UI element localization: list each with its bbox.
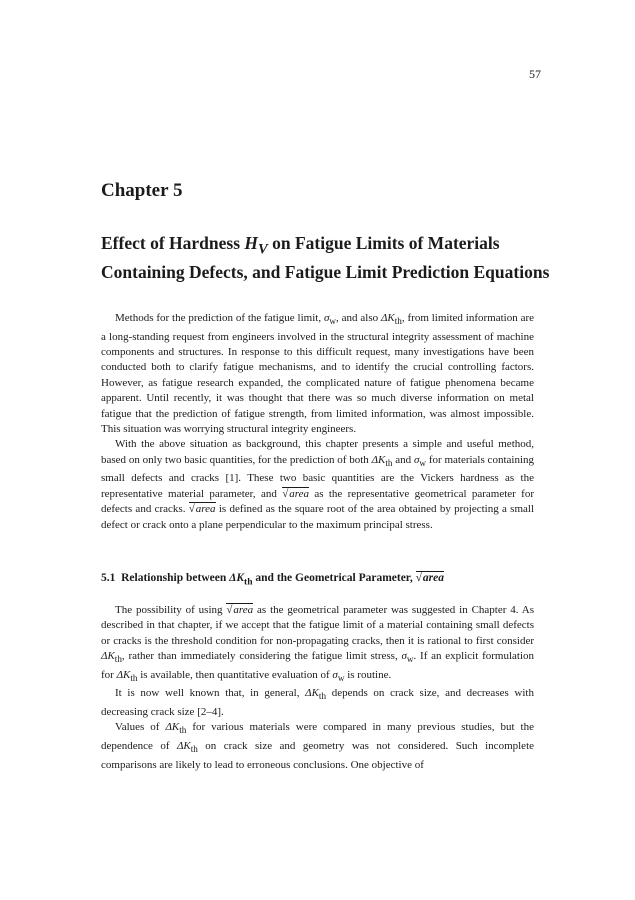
section-paragraph-2: It is now well known that, in general, $\Delta K_{th}$ depends on crack size, and decreases with decreasing crack size [2–4].	[101, 687, 534, 718]
intro-paragraph-2: With the above situation as background, this chapter presents a simple and useful method, based on only two basic quantities, for the prediction of both $\Delta K_{th}$ and $\sigma_w$ for materials containing small defects and cracks [1]. These two basic quantities are the Vickers hardness as the representative material parameter, and √ area as the representative geometrical parameter for defects and cracks. √ area is defined as the square root of the area obtained by projecting a small defect or crack onto a plane perpendicular to the maximum principal stress.	[101, 437, 534, 533]
section-text	[101, 603, 534, 773]
sqrt-area-symbol: √ area	[416, 571, 444, 584]
sqrt-area-symbol: √ area	[189, 502, 216, 515]
section-paragraph-1: The possibility of using √ area as the geometrical parameter was suggested in Chapter 4. As described in that chapter, if we accept that the fatigue limit of a material containing small defects or cracks is the threshold condition for non-propagating cracks, then it is rational to first consider $\Delta K_{th}$, rather than immediately considering the fatigue limit stress, $\sigma_w$. If an explicit formulation for $\Delta K_{th}$ is available, then quantitative evaluation of $\sigma_w$ is routine.	[101, 603, 534, 686]
chapter-label: Chapter 5	[101, 180, 183, 201]
sqrt-area-symbol: √ area	[226, 603, 253, 616]
sqrt-area-symbol: √ area	[282, 487, 309, 500]
intro-text	[101, 311, 534, 533]
chapter-title: Effect of Hardness $H_V$ on Fatigue Limits of Materials Containing Defects, and Fatigue Limit Prediction Equations	[101, 233, 550, 282]
page-number: 57	[529, 67, 541, 81]
intro-paragraph-1: Methods for the prediction of the fatigue limit, $\sigma_w$, and also $\Delta K_{th}$, from limited information are a long-standing request from engineers involved in the structural integrity assessment of machine components and structures. In response to this difficult request, many investigations have been conducted both to clarify fatigue mechanisms, and to identify the crucial controlling factors. However, as fatigue research expanded, the complicated nature of fatigue phenomena became apparent. Until recently, it was thought that there was so much diverse information on metal fatigue that the prediction of fatigue strength, from limited information, was almost impossible. This situation was worrying structural integrity engineers.	[101, 312, 535, 436]
section-heading: 5.1 Relationship between $\Delta K_{th}$ and the Geometrical Parameter, √ area	[101, 572, 444, 587]
section-paragraph-3: Values of $\Delta K_{th}$ for various materials were compared in many previous studies, but the dependence of $\Delta K_{th}$ on crack size and geometry was not considered. Such incomplete comparisons are likely to lead to erroneous conclusions. One objective of	[101, 721, 535, 771]
